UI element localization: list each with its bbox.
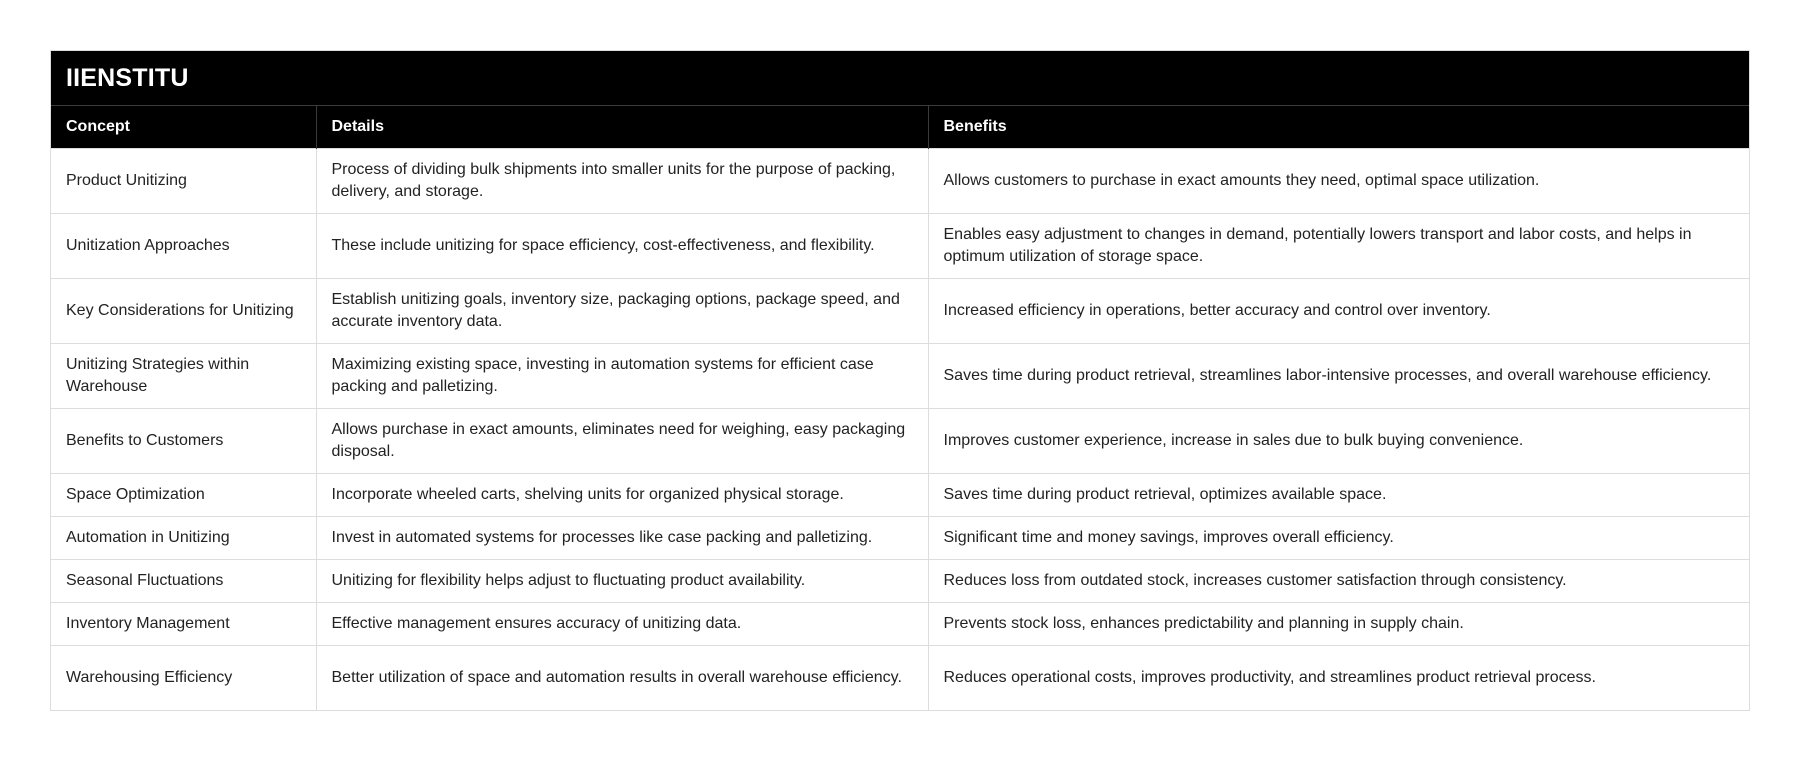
- table-row: [51, 214, 1749, 279]
- table-row: [51, 560, 1749, 603]
- cell-benefits: Prevents stock loss, enhances predictability and planning in supply chain.: [928, 603, 1749, 646]
- cell-benefits: Saves time during product retrieval, optimizes available space.: [928, 474, 1749, 517]
- concept-table: [51, 105, 1749, 710]
- cell-details: Establish unitizing goals, inventory size, packaging options, package speed, and accurate inventory data.: [316, 279, 928, 344]
- cell-concept: Inventory Management: [51, 603, 316, 646]
- cell-details: Allows purchase in exact amounts, eliminates need for weighing, easy packaging disposal.: [316, 409, 928, 474]
- cell-details: Incorporate wheeled carts, shelving units for organized physical storage.: [316, 474, 928, 517]
- cell-benefits: Enables easy adjustment to changes in demand, potentially lowers transport and labor costs, and helps in optimum utilization of storage space.: [928, 214, 1749, 279]
- cell-concept: Automation in Unitizing: [51, 517, 316, 560]
- cell-concept: Key Considerations for Unitizing: [51, 279, 316, 344]
- cell-benefits: Reduces loss from outdated stock, increases customer satisfaction through consistency.: [928, 560, 1749, 603]
- table-row: [51, 603, 1749, 646]
- cell-details: Maximizing existing space, investing in automation systems for efficient case packing and palletizing.: [316, 344, 928, 409]
- table-row: [51, 344, 1749, 409]
- table-row: [51, 279, 1749, 344]
- cell-details: Unitizing for flexibility helps adjust to fluctuating product availability.: [316, 560, 928, 603]
- cell-concept: Unitization Approaches: [51, 214, 316, 279]
- table-row: [51, 474, 1749, 517]
- table-row: [51, 646, 1749, 711]
- cell-concept: Space Optimization: [51, 474, 316, 517]
- cell-details: Process of dividing bulk shipments into smaller units for the purpose of packing, delivery, and storage.: [316, 149, 928, 214]
- table-header-row: [51, 106, 1749, 149]
- cell-concept: Product Unitizing: [51, 149, 316, 214]
- table-row: [51, 517, 1749, 560]
- cell-benefits: Improves customer experience, increase in sales due to bulk buying convenience.: [928, 409, 1749, 474]
- cell-details: Invest in automated systems for processes like case packing and palletizing.: [316, 517, 928, 560]
- brand-title: IIENSTITU: [51, 51, 1749, 105]
- cell-details: These include unitizing for space efficiency, cost-effectiveness, and flexibility.: [316, 214, 928, 279]
- cell-benefits: Reduces operational costs, improves productivity, and streamlines product retrieval process.: [928, 646, 1749, 711]
- cell-concept: Unitizing Strategies within Warehouse: [51, 344, 316, 409]
- cell-benefits: Saves time during product retrieval, streamlines labor-intensive processes, and overall warehouse efficiency.: [928, 344, 1749, 409]
- header-details: Details: [316, 106, 928, 149]
- cell-benefits: Increased efficiency in operations, better accuracy and control over inventory.: [928, 279, 1749, 344]
- table-row: [51, 409, 1749, 474]
- cell-details: Effective management ensures accuracy of unitizing data.: [316, 603, 928, 646]
- table-row: [51, 149, 1749, 214]
- concept-table-card: [50, 50, 1750, 711]
- cell-details: Better utilization of space and automation results in overall warehouse efficiency.: [316, 646, 928, 711]
- header-benefits: Benefits: [928, 106, 1749, 149]
- cell-benefits: Significant time and money savings, improves overall efficiency.: [928, 517, 1749, 560]
- cell-concept: Warehousing Efficiency: [51, 646, 316, 711]
- cell-concept: Benefits to Customers: [51, 409, 316, 474]
- header-concept: Concept: [51, 106, 316, 149]
- cell-concept: Seasonal Fluctuations: [51, 560, 316, 603]
- cell-benefits: Allows customers to purchase in exact amounts they need, optimal space utilization.: [928, 149, 1749, 214]
